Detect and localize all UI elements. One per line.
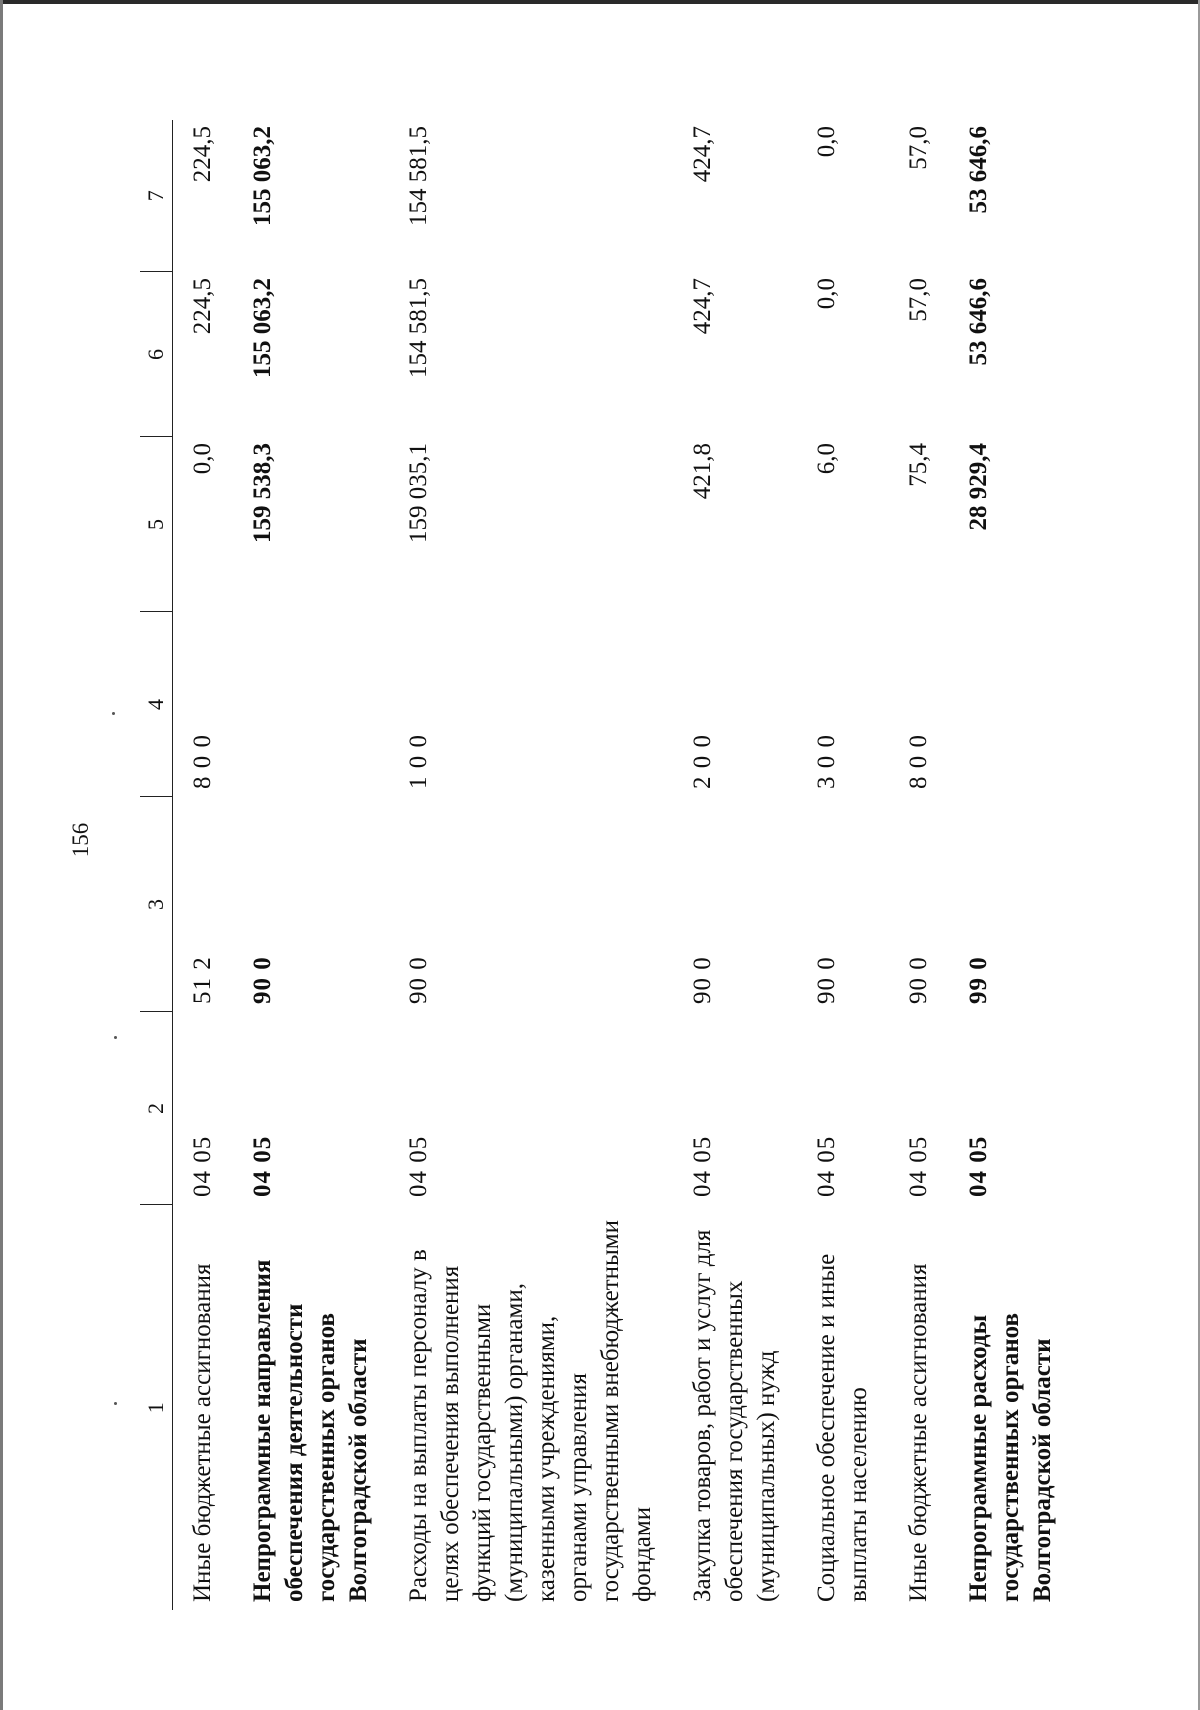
program-code-cell: 90 0: [249, 956, 276, 1004]
expense-type-cell: 8 0 0: [905, 734, 932, 789]
amount-col5-cell: 28 929,4: [965, 443, 992, 531]
amount-col6-cell: 0,0: [813, 278, 840, 310]
column-header: 1: [140, 1205, 173, 1610]
scan-edge-left: [0, 0, 3, 1710]
program-code-cell: 90 0: [813, 956, 840, 1004]
expense-type-cell: 2 0 0: [689, 734, 716, 789]
section-code-cell: 04 05: [813, 1135, 840, 1197]
row-name-cell: Иные бюджетные ассигнования: [189, 1263, 216, 1602]
column-header: 5: [140, 437, 173, 612]
scan-speck: [112, 712, 115, 715]
amount-col7-cell: 53 646,6: [965, 126, 992, 214]
program-code-cell: 90 0: [905, 956, 932, 1004]
table-row: [173, 120, 234, 1610]
column-header: 7: [140, 120, 173, 272]
table-body: [173, 120, 1074, 1610]
program-code-cell: 51 2: [189, 956, 216, 1004]
amount-col5-cell: 159 538,3: [249, 443, 276, 543]
amount-col6-cell: 155 063,2: [249, 278, 276, 378]
expense-type-cell: 8 0 0: [189, 734, 216, 789]
table-row: [949, 120, 1073, 1610]
header-row: [140, 120, 173, 1610]
amount-col6-cell: 224,5: [189, 278, 216, 335]
scan-edge-top: [0, 0, 1200, 4]
amount-col7-cell: 0,0: [813, 126, 840, 158]
table-row: [673, 120, 797, 1610]
program-code-cell: 90 0: [405, 956, 432, 1004]
column-header: 3: [140, 797, 173, 1012]
section-code-cell: 04 05: [689, 1135, 716, 1197]
amount-col6-cell: 154 581,5: [405, 278, 432, 378]
section-code-cell: 04 05: [905, 1135, 932, 1197]
section-code-cell: 04 05: [405, 1135, 432, 1197]
section-code-cell: 04 05: [249, 1135, 276, 1197]
program-code-cell: 99 0: [965, 956, 992, 1004]
amount-col7-cell: 57,0: [905, 126, 932, 170]
amount-col5-cell: 159 035,1: [405, 443, 432, 543]
page-number: 156: [68, 822, 93, 858]
amount-col5-cell: 6,0: [813, 443, 840, 475]
amount-col5-cell: 0,0: [189, 443, 216, 475]
amount-col6-cell: 424,7: [689, 278, 716, 335]
amount-col7-cell: 424,7: [689, 126, 716, 183]
amount-col7-cell: 155 063,2: [249, 126, 276, 226]
column-header: 6: [140, 272, 173, 437]
section-code-cell: 04 05: [965, 1135, 992, 1197]
column-header: 2: [140, 1012, 173, 1205]
column-header: 4: [140, 612, 173, 797]
scan-speck: [114, 1402, 117, 1405]
expense-type-cell: 3 0 0: [813, 734, 840, 789]
row-name-cell: Закупка товаров, работ и услуг для обеспечения государственных (муниципальных) нужд: [689, 1229, 780, 1602]
section-code-cell: 04 05: [189, 1135, 216, 1197]
table-row: [389, 120, 673, 1610]
amount-col5-cell: 75,4: [905, 443, 932, 487]
row-name-cell: Социальное обеспечение и иные выплаты населению: [813, 1253, 872, 1602]
amount-col5-cell: 421,8: [689, 443, 716, 500]
expense-type-cell: [233, 612, 389, 797]
amount-col6-cell: 57,0: [905, 278, 932, 322]
table-row: [797, 120, 889, 1610]
table-row: [889, 120, 949, 1610]
rotated-page-content: [68, 120, 1056, 1610]
row-name-cell: Непрограммные расходы государственных органов Волгоградской области: [965, 1312, 1056, 1602]
row-name-cell: Непрограммные направления обеспечения деятельности государственных органов Волгоградской области: [249, 1259, 372, 1602]
amount-col6-cell: 53 646,6: [965, 278, 992, 366]
row-name-cell: Иные бюджетные ассигнования: [905, 1263, 932, 1602]
table-row: [233, 120, 389, 1610]
amount-col7-cell: 224,5: [189, 126, 216, 183]
budget-table: [140, 120, 1073, 1610]
amount-col7-cell: 154 581,5: [405, 126, 432, 226]
program-code-cell: 90 0: [689, 956, 716, 1004]
expense-type-cell: [949, 612, 1073, 797]
row-name-cell: Расходы на выплаты персоналу в целях обеспечения выполнения функций государственными (муниципальными) органами, казенными учреждениями, органами управления государственными внебюджетными фондами: [405, 1219, 656, 1602]
expense-type-cell: 1 0 0: [405, 734, 432, 789]
scan-speck: [114, 1036, 117, 1039]
